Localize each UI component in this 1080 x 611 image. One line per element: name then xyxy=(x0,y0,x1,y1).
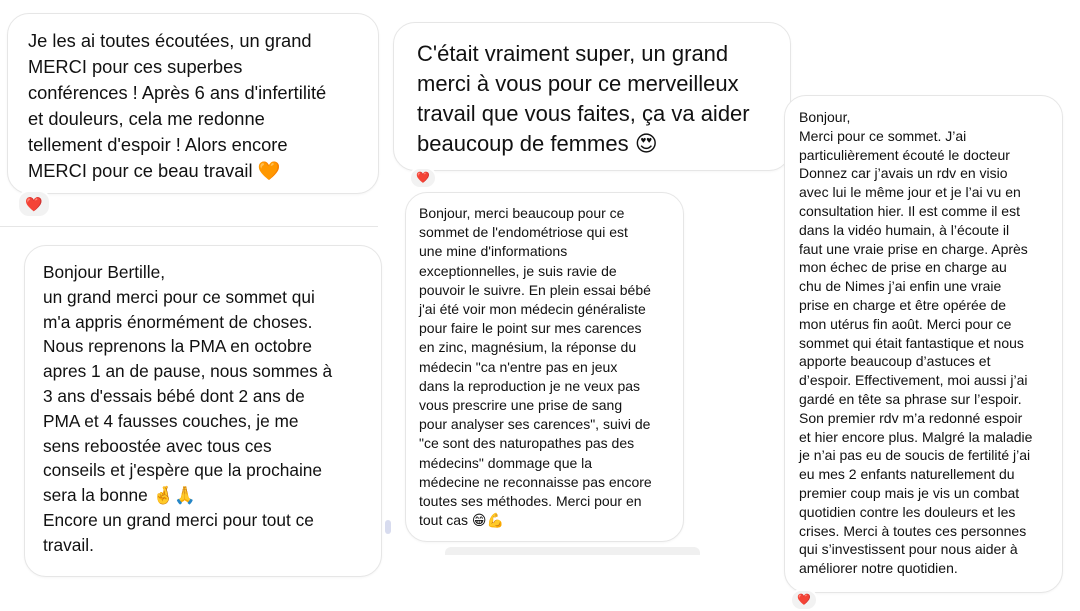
message-line: Bonjour, xyxy=(799,109,851,125)
message-line: merci à vous pour ce merveilleux xyxy=(417,71,739,96)
message-line: dans la reproduction je ne veux pas xyxy=(419,377,641,394)
message-line: apres 1 an de pause, nous sommes à xyxy=(43,361,333,382)
message-line: dans la vidéo humain, à l’écoute il xyxy=(799,221,1010,238)
message-line: crises. Merci à toutes ces personnes xyxy=(799,522,1027,539)
message-line: avec lui le même jour et je l’ai vu en xyxy=(799,184,1021,201)
cropped-bubble-edge xyxy=(445,547,700,555)
message-line: Nous reprenons la PMA en octobre xyxy=(43,336,312,357)
message-line: eu mes 2 enfants naturellement du xyxy=(799,466,1015,483)
message-line: chu de Nimes j’ai enfin une vraie xyxy=(799,278,1002,295)
message-line: et douleurs, cela me redonne xyxy=(28,108,265,129)
message-line: particulièrement écouté le docteur xyxy=(799,146,1010,163)
message-line: améliorer notre quotidien. xyxy=(799,560,958,577)
message-line: Encore un grand merci pour tout ce xyxy=(43,509,314,530)
message-line: vous prescrire une prise de sang xyxy=(419,397,623,414)
message-line: quotidien contre les douleurs et les xyxy=(799,503,1016,520)
message-line: m'a appris énormément de choses. xyxy=(43,311,313,332)
message-line: pour analyser ses carences", suivi de xyxy=(419,416,651,433)
message-line: un grand merci pour ce sommet qui xyxy=(43,286,315,307)
message-line: toutes ses méthodes. Merci pour en xyxy=(419,493,642,510)
message-line: médecins" dommage que la xyxy=(419,454,593,471)
message-line: sera la bonne 🤞🙏 xyxy=(43,485,196,506)
message-line: prise en charge et être opérée de xyxy=(799,296,1007,313)
message-line: exceptionnelles, je suis ravie de xyxy=(419,262,617,279)
message-line: MERCI pour ce beau travail 🧡 xyxy=(28,160,281,181)
message-line: et hier encore plus. Malgré la maladie xyxy=(799,428,1033,445)
message-line: apporte beaucoup d’astuces et xyxy=(799,353,991,370)
message-line: tellement d'espoir ! Alors encore xyxy=(28,134,288,155)
message-line: tout cas 😁💪 xyxy=(419,512,504,529)
message-bubble xyxy=(784,95,1063,593)
message-line: travail que vous faites, ça va aider xyxy=(417,101,750,126)
message-line: Son premier rdv m’a redonné espoir xyxy=(799,409,1023,426)
message-line: "ce sont des naturopathes pas des xyxy=(419,435,635,452)
message-line: en zinc, magnésium, la réponse du xyxy=(419,339,637,356)
message-line: mon échec de prise en charge au xyxy=(799,259,1007,276)
message-bubble xyxy=(393,22,791,171)
message-line: pouvoir le suivre. En plein essai bébé xyxy=(419,281,651,298)
message-line: sommet de l'endométriose qui est xyxy=(419,224,628,241)
message-line: pour faire le point sur mes carences xyxy=(419,320,642,337)
message-line: premier coup mais je vis un combat xyxy=(799,484,1020,501)
separator-line xyxy=(0,226,378,227)
message-line: beaucoup de femmes 😍 xyxy=(417,131,658,156)
message-line: PMA et 4 fausses couches, je me xyxy=(43,410,299,431)
message-line: Donnez car j’avais un rdv en visio xyxy=(799,165,1008,182)
message-line: conseils et j'espère que la prochaine xyxy=(43,460,323,481)
message-line: médecine ne reconnaisse pas encore xyxy=(419,473,652,490)
message-line: 3 ans d'essais bébé dont 2 ans de xyxy=(43,385,305,406)
message-line: gardé en tête sa phrase sur l’espoir. xyxy=(799,390,1022,407)
message-line: sommet qui était fantastique et nous xyxy=(799,334,1024,351)
message-line: sens reboostée avec tous ces xyxy=(43,435,272,456)
message-bubble xyxy=(7,13,379,194)
message-line: consultation hier. Il est comme il est xyxy=(799,202,1020,219)
message-line: j'ai été voir mon médecin généraliste xyxy=(419,301,646,318)
cropped-avatar-edge xyxy=(385,520,391,534)
message-line: médecin "ca n'entre pas en jeux xyxy=(419,358,618,375)
message-bubble xyxy=(405,192,684,542)
message-line: faut une vraie prise en charge. Après xyxy=(799,240,1028,257)
message-line: travail. xyxy=(43,534,94,555)
message-line: C'était vraiment super, un grand xyxy=(417,41,729,66)
message-line: Je les ai toutes écoutées, un grand xyxy=(28,30,312,51)
message-line: je n’ai pas eu de soucis de fertilité j’ai xyxy=(799,447,1031,464)
message-line: conférences ! Après 6 ans d'infertilité xyxy=(28,82,327,103)
message-line: mon utérus fin août. Merci pour ce xyxy=(799,315,1012,332)
message-bubble xyxy=(24,245,382,577)
heart-reaction-icon[interactable]: ❤️ xyxy=(790,589,818,611)
message-line: une mine d'informations xyxy=(419,243,568,260)
heart-reaction-icon[interactable]: ❤️ xyxy=(409,167,437,189)
message-line: Bonjour, merci beaucoup pour ce xyxy=(419,205,625,221)
message-line: MERCI pour ces superbes xyxy=(28,56,243,77)
message-line: qui s’investissent pour nous aider à xyxy=(799,541,1018,558)
message-line: Merci pour ce sommet. J’ai xyxy=(799,127,967,144)
message-line: d’espoir. Effectivement, moi aussi j’ai xyxy=(799,372,1028,389)
heart-reaction-icon[interactable]: ❤️ xyxy=(17,190,51,218)
message-line: Bonjour Bertille, xyxy=(43,262,165,282)
